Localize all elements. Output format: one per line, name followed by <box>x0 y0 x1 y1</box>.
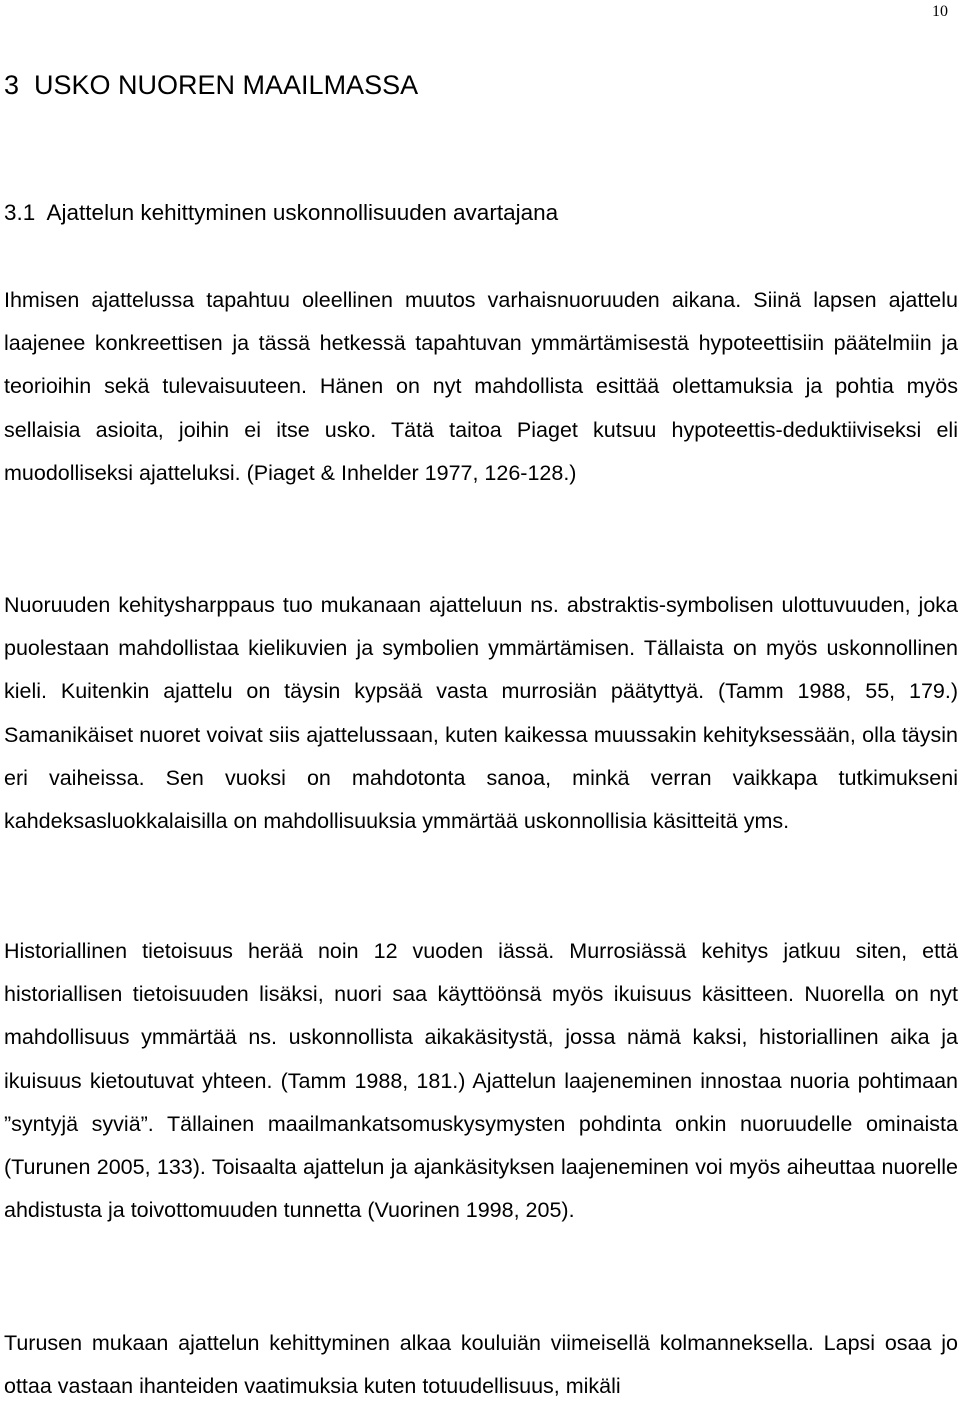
paragraph-symbolic-thinking: Nuoruuden kehitysharppaus tuo mukanaan ajatteluun ns. abstraktis-symbolisen ulottuvuuden, joka puolestaan mahdollistaa kielikuvien ja symbolien ymmärtämisen. Tällaista on myös uskonnollinen kieli. Kuitenkin ajattelu on täysin kypsää vasta murrosiän päätyttyä. (Tamm 1988, 55, 179.) Samanikäiset nuoret voivat siis ajattelussaan, kuten kaikessa muussakin kehityksessään, olla täysin eri vaiheissa. Sen vuoksi on mahdotonta sanoa, minkä verran vaikkapa tutkimukseni kahdeksasluokkalaisilla on mahdollisuuksia ymmärtää uskonnollisia käsitteitä yms. <box>4 593 958 834</box>
page-number: 10 <box>932 3 948 20</box>
section-title: 3.1 Ajattelun kehittyminen uskonnollisuuden avartajana <box>4 200 559 225</box>
paragraph-historical-awareness: Historiallinen tietoisuus herää noin 12 vuoden iässä. Murrosiässä kehitys jatkuu siten, että historiallisen tietoisuuden lisäksi, nuori saa käyttöönsä myös ikuisuus käsitteen. Nuorella on nyt mahdollisuus ymmärtää ns. uskonnollista aikakäsitystä, jossa nämä kaksi, historiallinen aika ja ikuisuus kietoutuvat yhteen. (Tamm 1988, 181.) Ajattelun laajeneminen innostaa nuoria pohtimaan ”syntyjä syviä”. Tällainen maailmankatsomuskysymysten pohdinta onkin nuoruudelle ominaista (Turunen 2005, 133). Toisaalta ajattelun ja ajankäsityksen laajeneminen voi myös aiheuttaa nuorelle ahdistusta ja toivottomuuden tunnetta (Vuorinen 1998, 205). <box>4 939 958 1223</box>
paragraph-turunen-continued: Turusen mukaan ajattelun kehittyminen alkaa kouluiän viimeisellä kolmanneksella. Lapsi osaa jo ottaa vastaan ihanteiden vaatimuksia kuten totuudellisuus, mikäli <box>4 1331 958 1399</box>
paragraph-cognitive-development: Ihmisen ajattelussa tapahtuu oleellinen muutos varhaisnuoruuden aikana. Siinä lapsen ajattelu laajenee konkreettisen ja tässä hetkessä tapahtuvan ymmärtämisestä hypoteettisiin päätelmiin ja teorioihin sekä tulevaisuuteen. Hänen on nyt mahdollista esittää olettamuksia ja pohtia myös sellaisia asioita, joihin ei itse usko. Tätä taitoa Piaget kutsuu hypoteettis-deduktiiviseksi eli muodolliseksi ajatteluksi. (Piaget & Inhelder 1977, 126-128.) <box>4 288 958 485</box>
chapter-title: 3 USKO NUOREN MAAILMASSA <box>4 70 419 100</box>
